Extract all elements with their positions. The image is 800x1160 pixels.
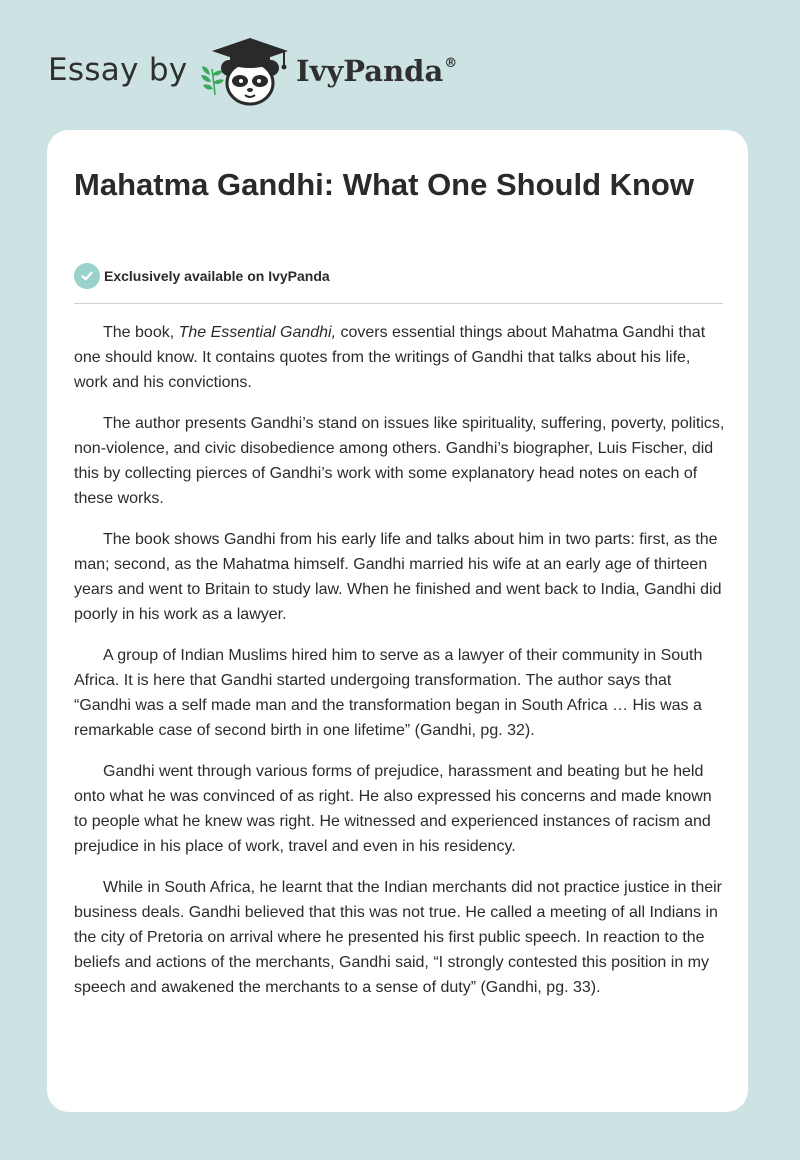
registered-mark: ® — [444, 56, 458, 71]
panda-graduation-cap-icon[interactable] — [200, 35, 292, 107]
essay-body — [74, 320, 725, 1016]
brand-name[interactable] — [296, 54, 457, 88]
paragraph: The book shows Gandhi from his early life and talks about him in two parts: first, as the man; second, as the Mahatma himself. Gandhi married his wife at an early age of thirteen years and went to Britain to study law. When he finished and went back to India, Gandhi did poorly in his work as a lawyer. — [74, 531, 722, 623]
essay-by-label: Essay by — [48, 52, 188, 88]
essay-title: Mahatma Gandhi: What One Should Know — [74, 167, 694, 202]
paragraph: The author presents Gandhi’s stand on issues like spirituality, suffering, poverty, politics, non-violence, and civic disobedience among others. Gandhi’s biographer, Luis Fischer, did this by collecting pierces of Gandhi’s work with some explanatory head notes on each of these works. — [74, 415, 725, 507]
paragraph: The book, The Essential Gandhi, covers essential things about Mahatma Gandhi that one should know. It contains quotes from the writings of Gandhi that talks about his life, work and his convictions. — [74, 324, 706, 391]
essay-card — [47, 130, 748, 1112]
paragraph: While in South Africa, he learnt that the Indian merchants did not practice justice in their business deals. Gandhi believed that this was not true. He called a meeting of all Indians in the city of Pretoria on arrival where he presented his first public speech. In reaction to the beliefs and actions of the merchants, Gandhi said, “I strongly contested this position in my speech and awakened the merchants to a sense of duty” (Gandhi, pg. 33). — [74, 879, 722, 996]
site-header — [0, 0, 800, 120]
paragraph: Gandhi went through various forms of prejudice, harassment and beating but he held onto what he was convinced of as right. He also expressed his concerns and made known to people what he knew was right. He witnessed and experienced instances of racism and prejudice in his place of work, travel and even in his residency. — [74, 763, 712, 855]
exclusive-label: Exclusively available on IvyPanda — [104, 268, 330, 284]
paragraph: A group of Indian Muslims hired him to serve as a lawyer of their community in South Africa. It is here that Gandhi started undergoing transformation. The author says that “Gandhi was a self made man and the transformation began in South Africa … His was a remarkable case of second birth in one lifetime” (Gandhi, pg. 32). — [74, 647, 703, 739]
brand-text: IvyPanda — [296, 54, 444, 88]
check-circle-icon — [74, 263, 100, 289]
book-title: The Essential Gandhi, — [178, 324, 337, 341]
title-divider — [74, 303, 723, 304]
exclusive-badge — [74, 263, 330, 289]
